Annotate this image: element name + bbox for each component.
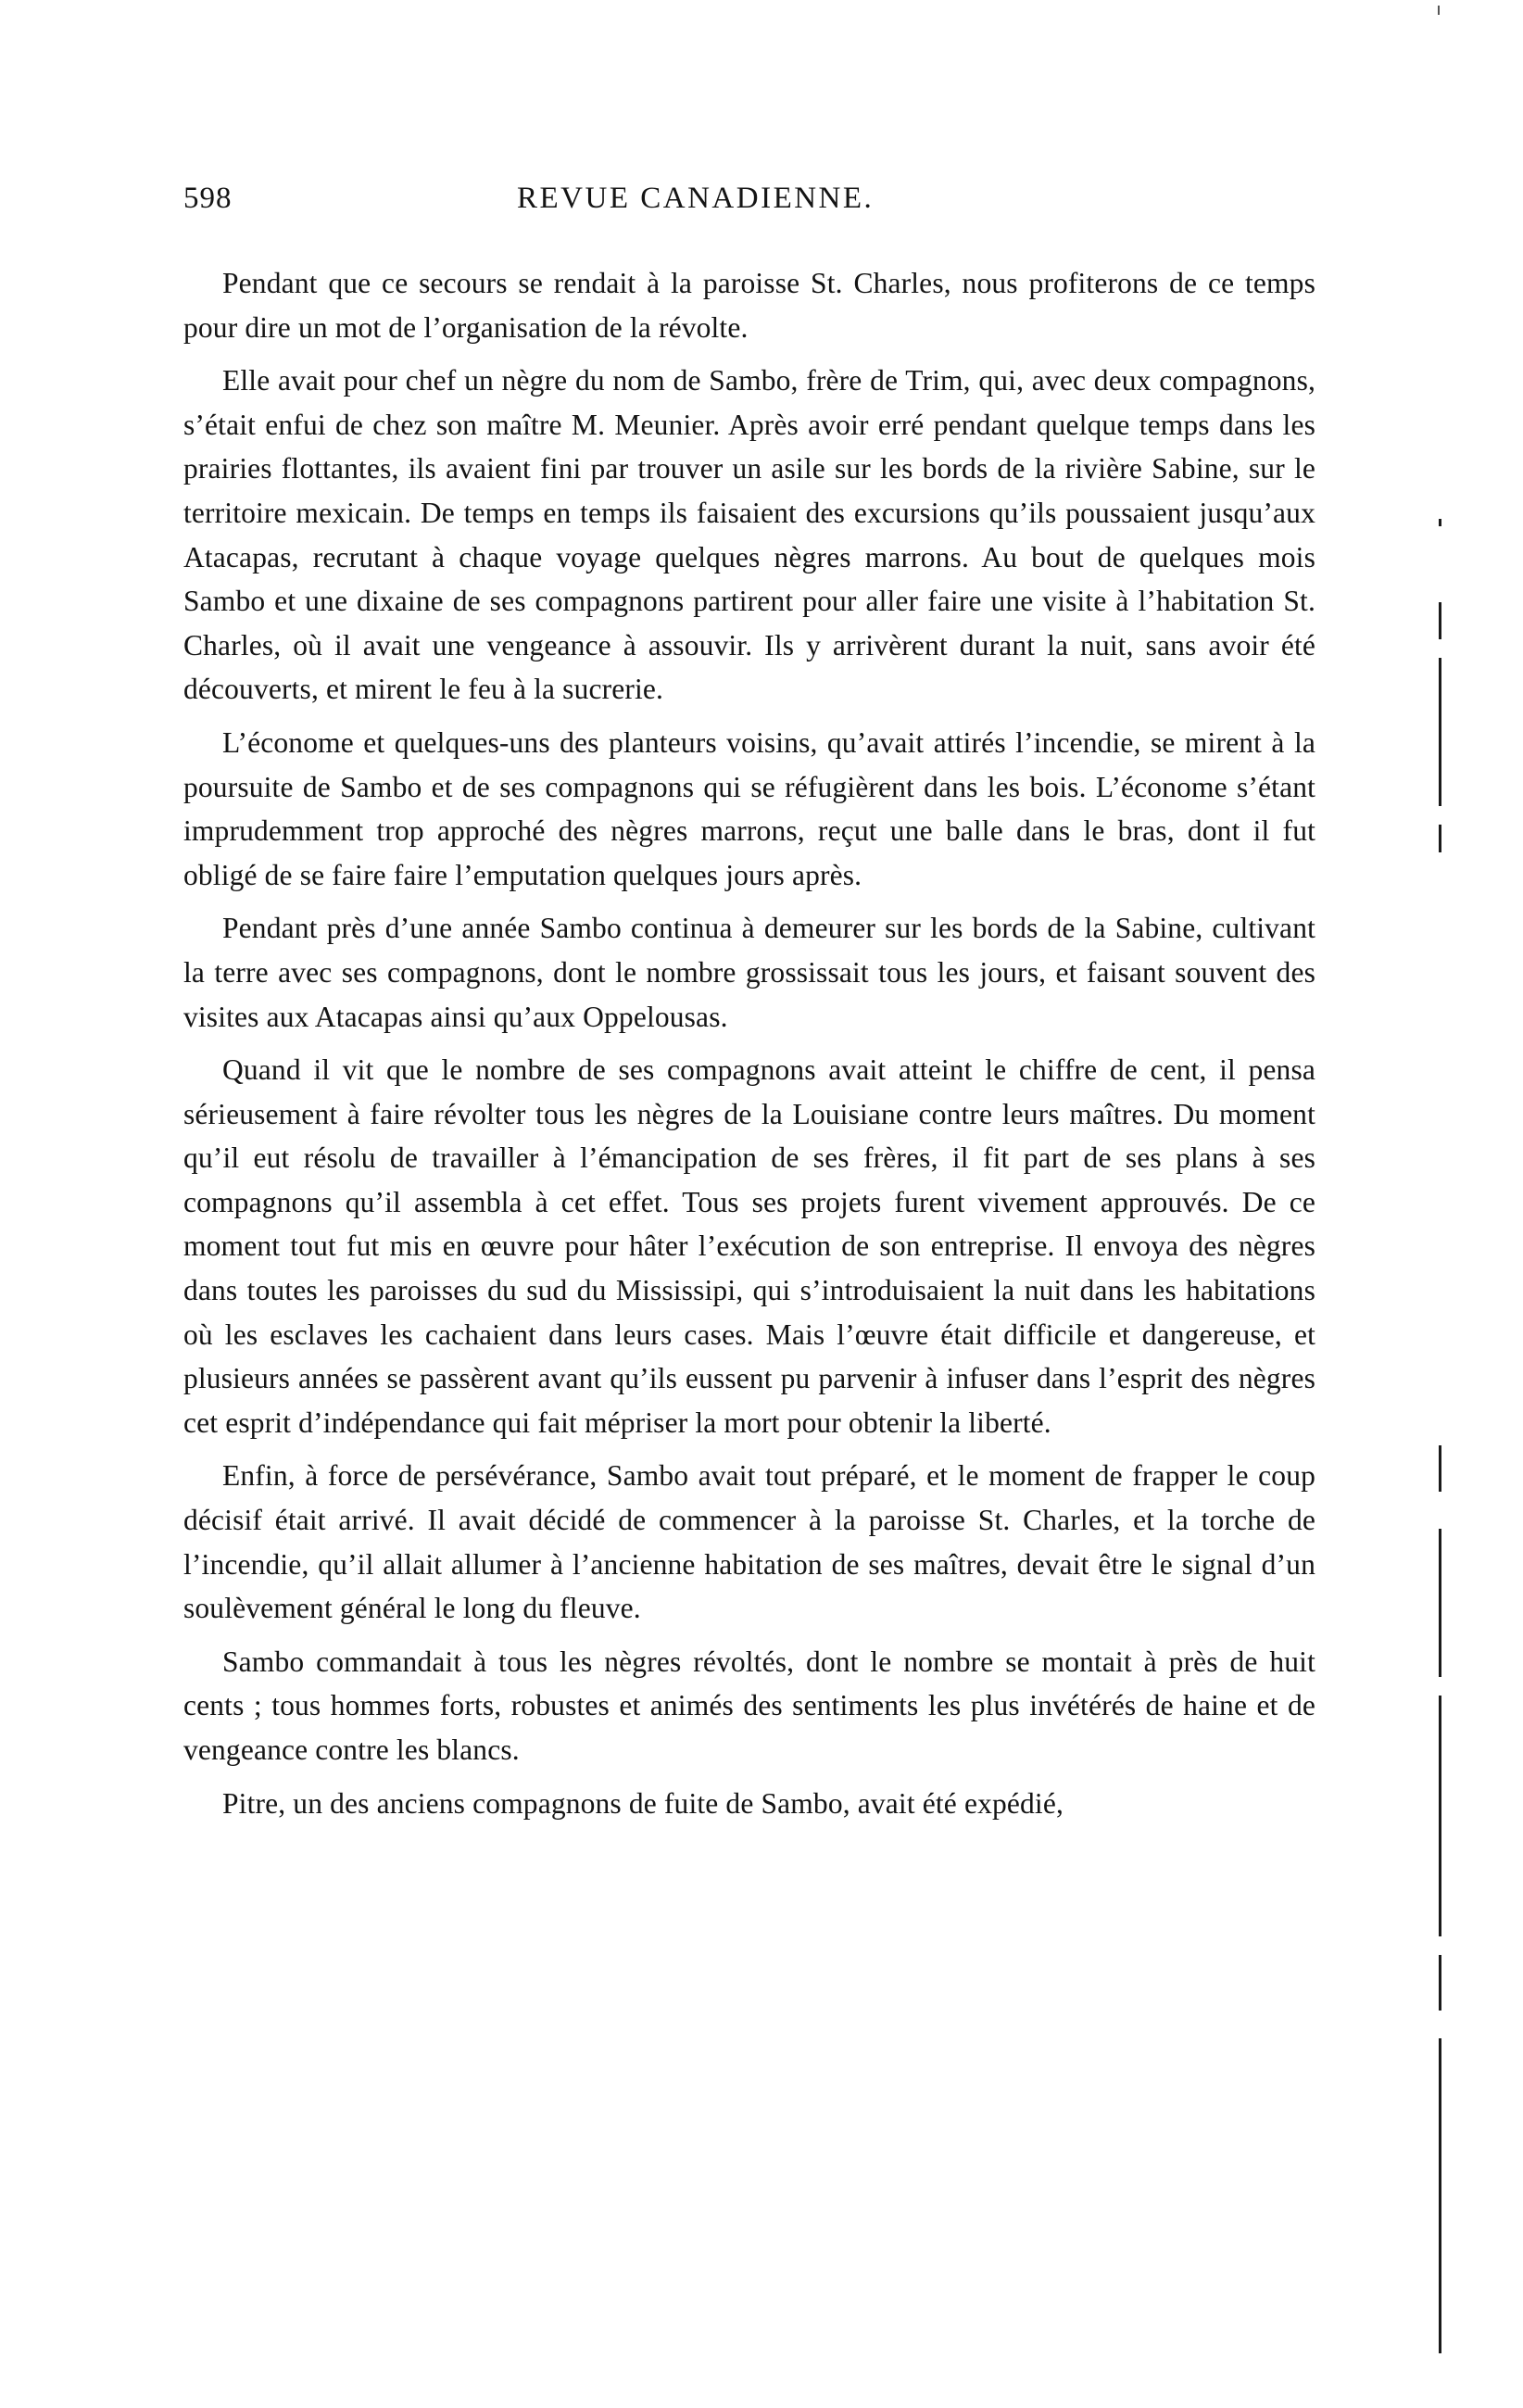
paragraph-8: Pitre, un des anciens compagnons de fuite de Sambo, avait été expédié, xyxy=(222,1786,1064,1820)
edge-mark xyxy=(1439,1529,1441,1677)
edge-mark xyxy=(1439,1696,1441,1936)
paragraph-3: L’économe et quelques-uns des planteurs voisins, qu’avait attirés l’incendie, se mirent à la poursuite de Sambo et de ses compagnons qui se réfugièrent dans les bois. L’économe s’étant imprudemment trop approché des nègres marrons, reçut une balle dans le bras, dont il fut obligé de se faire faire l’emputation quelques jours après. xyxy=(183,725,1315,891)
journal-title: REVUE CANADIENNE. xyxy=(517,182,875,215)
edge-mark xyxy=(1439,825,1441,852)
paragraph-5: Quand il vit que le nombre de ses compagnons avait atteint le chiffre de cent, il pensa sérieusement à faire révolter tous les nègres de la Louisiane contre leurs maîtres. Du moment qu’il eut résolu de travailler à l’émancipation de ses frères, il fit part de ses plans à ses compagnons qu’il assembla à cet effet. Tous ses projets furent vivement approuvés. De ce moment tout fut mis en œuvre pour hâter l’exécution de son entreprise. Il envoya des nègres dans toutes les paroisses du sud du Mississipi, qui s’introduisaient la nuit dans les habitations où les esclaves les cachaient dans leurs cases. Mais l’œuvre était difficile et dangereuse, et plusieurs années se passèrent avant qu’ils eussent pu parvenir à infuser dans l’esprit des nègres cet esprit d’indépendance qui fait mépriser la mort pour obtenir la liberté. xyxy=(183,1053,1315,1439)
paragraph-6: Enfin, à force de persévérance, Sambo avait tout préparé, et le moment de frapper le coup décisif était arrivé. Il avait décidé de commencer à la paroisse St. Charles, et la torche de l’incendie, qu’il allait allumer à l’ancienne habitation de ses maîtres, devait être le signal d’un soulèvement général le long du fleuve. xyxy=(183,1459,1315,1625)
running-header xyxy=(183,182,1315,228)
paragraph-1: Pendant que ce secours se rendait à la paroisse St. Charles, nous profiterons de ce temps pour dire un mot de l’organisation de la révolte. xyxy=(183,267,1315,344)
edge-mark xyxy=(1439,602,1441,639)
edge-mark xyxy=(1439,1955,1441,2011)
edge-mark xyxy=(1439,2038,1441,2353)
edge-mark xyxy=(1439,519,1441,526)
paragraph-4: Pendant près d’une année Sambo continua à demeurer sur les bords de la Sabine, cultivant la terre avec ses compagnons, dont le nombre grossissait tous les jours, et faisant souvent des visites aux Atacapas ainsi qu’aux Oppelousas. xyxy=(183,912,1315,1033)
paragraph-7: Sambo commandait à tous les nègres révoltés, dont le nombre se montait à près de huit cents ; tous hommes forts, robustes et animés des sentiments les plus invétérés de haine et de vengeance contre les blancs. xyxy=(183,1645,1315,1766)
scan-corner-mark xyxy=(1438,6,1440,15)
paragraph-2: Elle avait pour chef un nègre du nom de Sambo, frère de Trim, qui, avec deux compagnons, s’était enfui de chez son maître M. Meunier. Après avoir erré pendant quelque temps dans les prairies flottantes, ils avaient fini par trouver un asile sur les bords de la rivière Sabine, sur le territoire mexicain. De temps en temps ils faisaient des excursions qu’ils poussaient jusqu’aux Atacapas, recrutant à chaque voyage quelques nègres marrons. Au bout de quelques mois Sambo et une dixaine de ses compagnons partirent pour aller faire une visite à l’habitation St. Charles, où il avait une vengeance à assouvir. Ils y arrivèrent durant la nuit, sans avoir été découverts, et mirent le feu à la sucrerie. xyxy=(183,364,1315,706)
edge-mark xyxy=(1439,1445,1441,1492)
scan-edge-marks xyxy=(1434,500,1445,2372)
page-number: 598 xyxy=(183,182,233,215)
body-text xyxy=(183,261,1315,1825)
edge-mark xyxy=(1439,658,1441,806)
book-page xyxy=(183,182,1315,1834)
